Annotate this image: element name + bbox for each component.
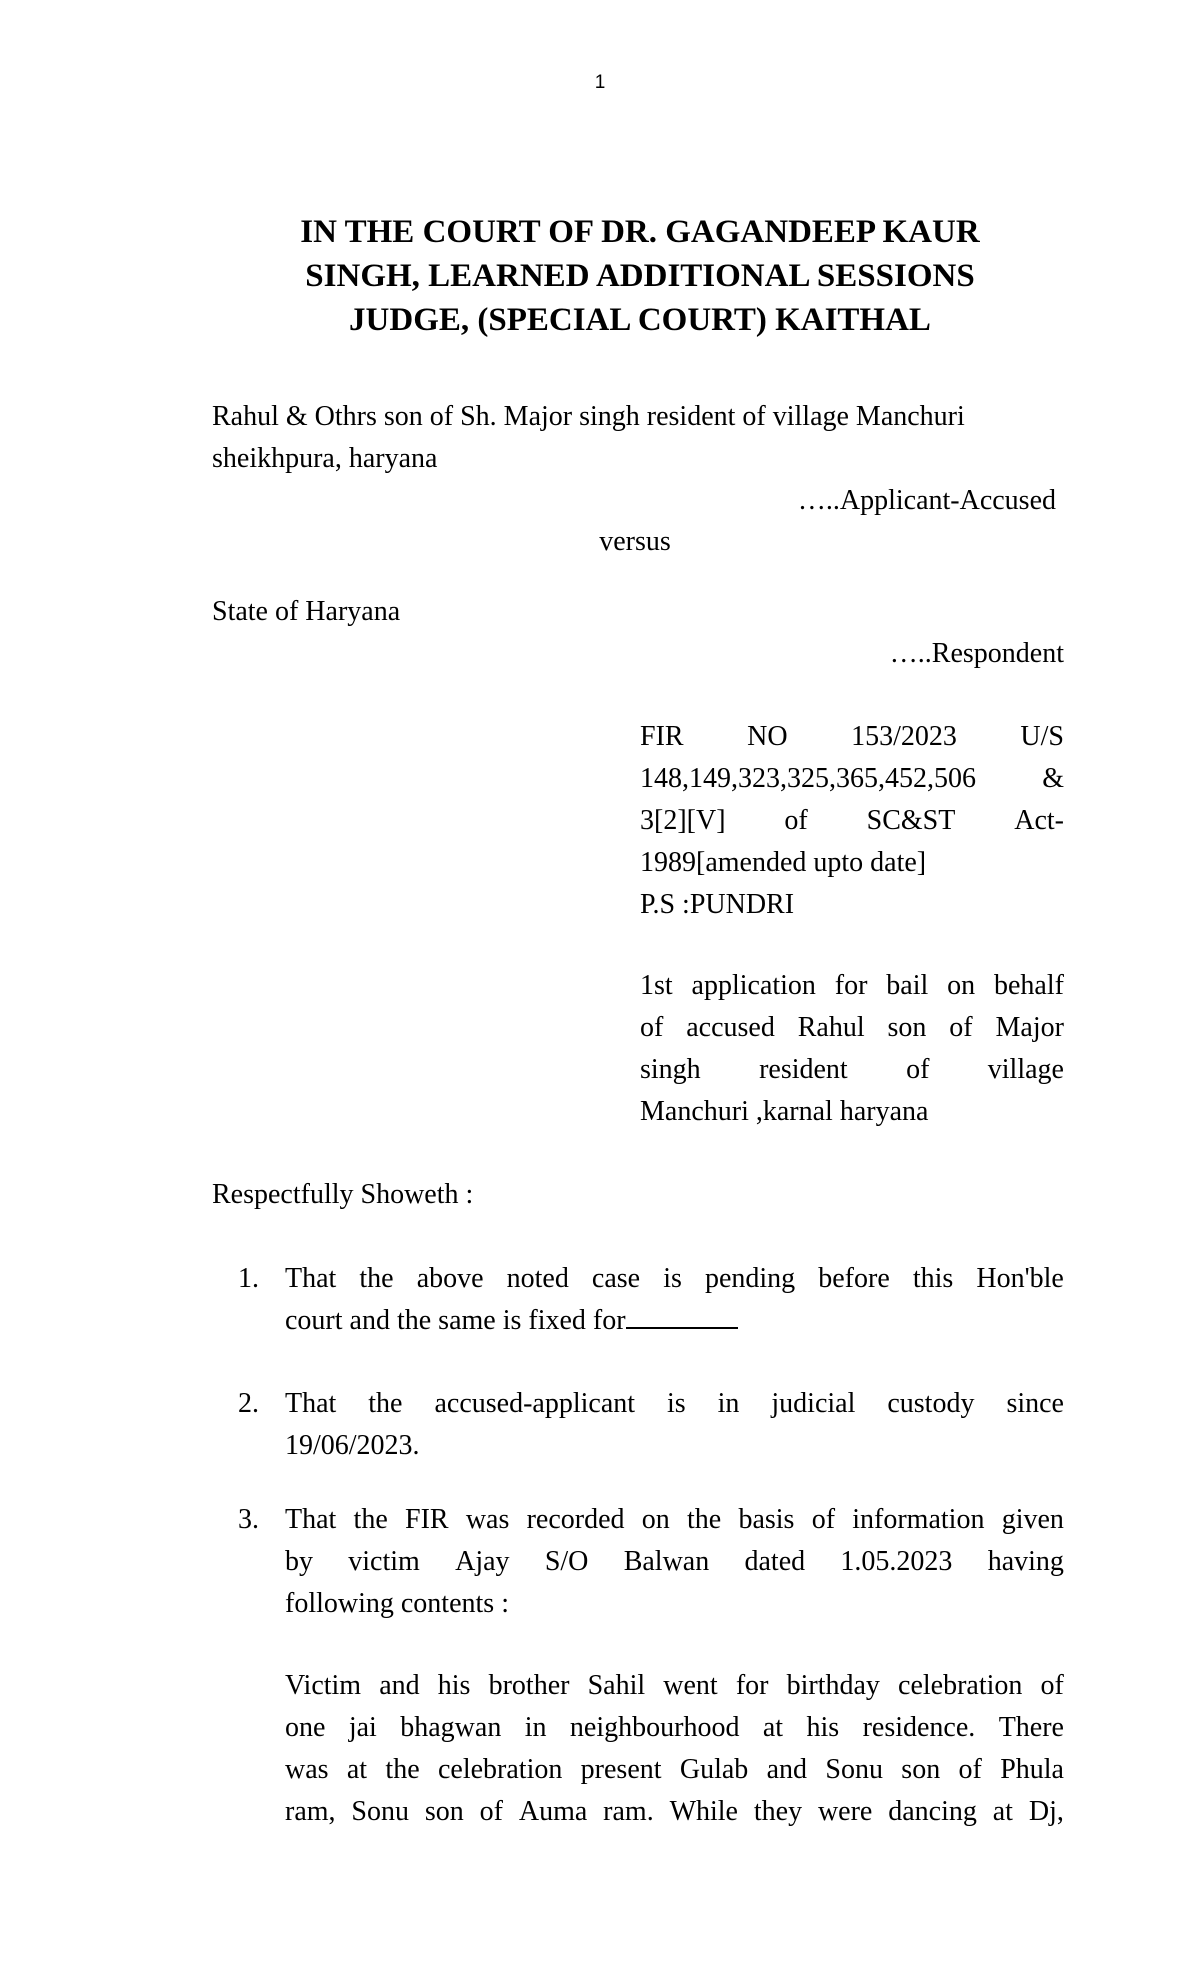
list-item-number: 3. [238, 1504, 259, 1535]
list-item-line [285, 1499, 1064, 1541]
word: brother [488, 1670, 570, 1701]
word: Sonu [825, 1754, 883, 1785]
word: on [641, 1504, 670, 1535]
word: That [285, 1263, 337, 1294]
word: of [784, 805, 808, 836]
word: information [852, 1504, 985, 1535]
word: 148,149,323,325,365,452,506 [640, 763, 976, 794]
police-station: P.S :PUNDRI [640, 889, 795, 920]
word: bhagwan [400, 1712, 502, 1743]
word: FIR [640, 721, 684, 752]
word: S/O [544, 1546, 589, 1577]
word: That [285, 1388, 337, 1419]
word: 1.05.2023 [840, 1546, 953, 1577]
bail-line: Manchuri ,karnal haryana [640, 1096, 929, 1127]
word: dancing [888, 1796, 977, 1827]
narrative-line [285, 1791, 1064, 1833]
word: is [663, 1263, 682, 1294]
narrative-line [285, 1749, 1064, 1791]
word: above [416, 1263, 484, 1294]
fir-line [640, 716, 1064, 758]
word: for [834, 970, 868, 1001]
word: his [437, 1670, 471, 1701]
bail-line [640, 1007, 1064, 1049]
word: NO [747, 721, 788, 752]
word: celebration [437, 1754, 563, 1785]
word: one [285, 1712, 326, 1743]
word: since [1006, 1388, 1064, 1419]
word: was [285, 1754, 329, 1785]
versus-label: versus [599, 526, 671, 557]
court-title-line: JUDGE, (SPECIAL COURT) KAITHAL [349, 302, 931, 338]
word: Auma [518, 1796, 588, 1827]
word: noted [506, 1263, 569, 1294]
word: FIR [405, 1504, 449, 1535]
respondent-name: State of Haryana [212, 596, 401, 627]
word: dated [744, 1546, 806, 1577]
word: jai [348, 1712, 377, 1743]
list-item-text [285, 1258, 1064, 1342]
narrative-line [285, 1707, 1064, 1749]
word: Dj, [1028, 1796, 1064, 1827]
word: & [1042, 763, 1064, 794]
court-title-line: IN THE COURT OF DR. GAGANDEEP KAUR [300, 214, 980, 250]
fir-narrative-text [285, 1665, 1064, 1833]
word: this [912, 1263, 954, 1294]
word: ram, [285, 1796, 336, 1827]
word: While [669, 1796, 738, 1827]
applicant-address: sheikhpura, haryana [212, 443, 438, 474]
word: ram. [603, 1796, 654, 1827]
list-item-line: following contents : [285, 1588, 509, 1619]
word: neighbourhood [569, 1712, 740, 1743]
word: of [906, 1054, 930, 1085]
word: singh [640, 1054, 701, 1085]
word: the [687, 1504, 722, 1535]
word: SC&ST [866, 805, 956, 836]
list-item-line: 19/06/2023. [285, 1430, 420, 1461]
word: on [947, 970, 976, 1001]
list-item-text [285, 1499, 1064, 1625]
word: given [1001, 1504, 1064, 1535]
word: his [806, 1712, 840, 1743]
list-item-line [285, 1541, 1064, 1583]
word: Rahul [797, 1012, 865, 1043]
word: present [580, 1754, 662, 1785]
word: 153/2023 [851, 721, 957, 752]
word: at [762, 1712, 784, 1743]
word: at [992, 1796, 1013, 1827]
word: Sahil [587, 1670, 646, 1701]
word: the [385, 1754, 420, 1785]
salutation: Respectfully Showeth : [212, 1179, 474, 1210]
word: 3[2][V] [640, 805, 726, 836]
word: U/S [1020, 721, 1064, 752]
page-number: 1 [594, 72, 606, 93]
word: Ajay [455, 1546, 510, 1577]
word: village [987, 1054, 1064, 1085]
word: accused [686, 1012, 775, 1043]
word: in [524, 1712, 547, 1743]
word: basis [738, 1504, 795, 1535]
word: of [1040, 1670, 1064, 1701]
fir-line [640, 758, 1064, 800]
word: by [285, 1546, 313, 1577]
word: for [735, 1670, 769, 1701]
word: of [640, 1012, 664, 1043]
list-item-line [285, 1258, 1064, 1300]
word: Hon'ble [976, 1263, 1064, 1294]
word: the [368, 1388, 403, 1419]
respondent-role: …..Respondent [889, 638, 1064, 669]
word: Major [995, 1012, 1064, 1043]
word: in [717, 1388, 740, 1419]
narrative-line [285, 1665, 1064, 1707]
word: pending [704, 1263, 796, 1294]
word: recorded [526, 1504, 625, 1535]
fir-line [640, 800, 1064, 842]
word: and [379, 1670, 420, 1701]
blank-date-field [626, 1301, 738, 1329]
list-item-line-text: court and the same is fixed for [285, 1305, 626, 1336]
fir-details [640, 716, 1064, 926]
applicant-description: Rahul & Othrs son of Sh. Major singh resident of village Manchuri [212, 401, 965, 432]
bail-line [640, 1049, 1064, 1091]
word: of [479, 1796, 503, 1827]
court-title-line: SINGH, LEARNED ADDITIONAL SESSIONS [305, 258, 975, 294]
word: There [998, 1712, 1064, 1743]
word: at [346, 1754, 368, 1785]
word: custody [887, 1388, 975, 1419]
word: accused-applicant [434, 1388, 636, 1419]
word: Act- [1014, 805, 1064, 836]
word: bail [886, 970, 929, 1001]
word: resident [759, 1054, 848, 1085]
word: That [285, 1504, 337, 1535]
word: having [987, 1546, 1064, 1577]
word: the [353, 1504, 388, 1535]
word: and [766, 1754, 808, 1785]
word: was [465, 1504, 510, 1535]
word: went [663, 1670, 718, 1701]
fir-line: 1989[amended upto date] [640, 847, 927, 878]
list-item-text [285, 1383, 1064, 1467]
bail-line [640, 965, 1064, 1007]
word: they [753, 1796, 803, 1827]
word: of [958, 1754, 982, 1785]
word: son [901, 1754, 941, 1785]
word: son [887, 1012, 927, 1043]
word: were [817, 1796, 873, 1827]
word: case [591, 1263, 641, 1294]
word: Phula [1000, 1754, 1064, 1785]
list-item-number: 1. [238, 1263, 259, 1294]
word: son [424, 1796, 464, 1827]
word: victim [348, 1546, 420, 1577]
list-item-line [285, 1300, 1064, 1342]
word: Sonu [351, 1796, 409, 1827]
word: Victim [285, 1670, 362, 1701]
list-item-line [285, 1383, 1064, 1425]
word: behalf [993, 970, 1064, 1001]
word: Balwan [623, 1546, 710, 1577]
bail-application-title [640, 965, 1064, 1133]
word: 1st [640, 970, 673, 1001]
word: birthday [786, 1670, 880, 1701]
list-item-number: 2. [238, 1388, 259, 1419]
court-title [190, 210, 1090, 342]
word: before [818, 1263, 890, 1294]
word: the [359, 1263, 394, 1294]
word: of [811, 1504, 836, 1535]
word: application [691, 970, 816, 1001]
word: celebration [898, 1670, 1023, 1701]
word: Gulab [679, 1754, 749, 1785]
word: residence. [862, 1712, 976, 1743]
word: is [667, 1388, 686, 1419]
word: of [949, 1012, 973, 1043]
word: judicial [771, 1388, 856, 1419]
applicant-role: …..Applicant-Accused [797, 485, 1056, 516]
